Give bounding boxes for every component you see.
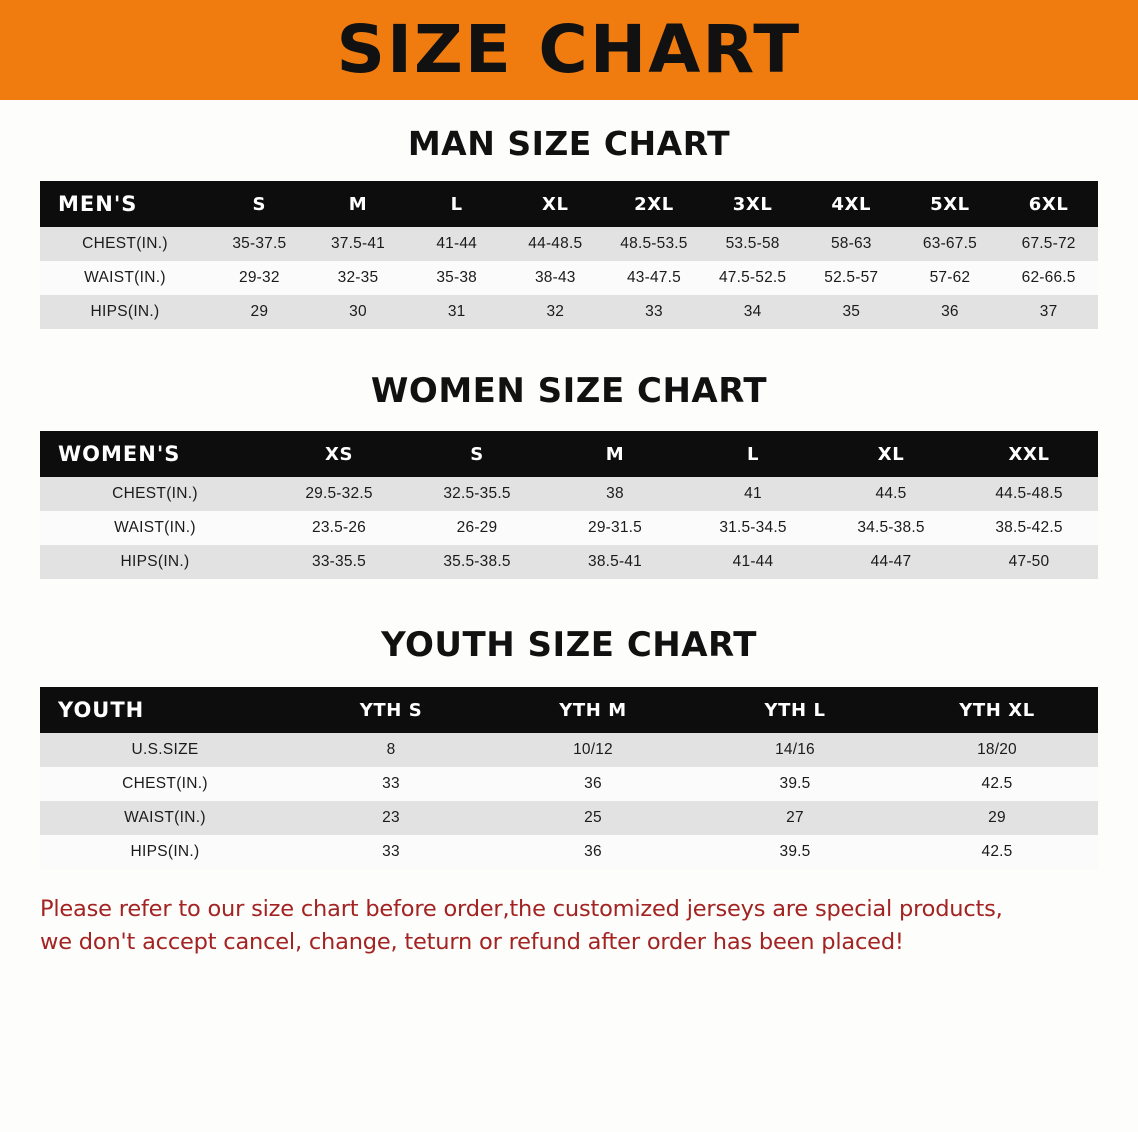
women-col-header: XS <box>324 443 354 465</box>
cell: 29 <box>988 809 1006 826</box>
women-corner-label: WOMEN'S <box>58 442 181 466</box>
cell: 29-31.5 <box>588 519 642 536</box>
cell: 32 <box>546 303 565 320</box>
cell: 41-44 <box>732 553 774 570</box>
man-section-heading: MAN SIZE CHART <box>407 124 731 163</box>
cell: 34 <box>743 303 762 320</box>
cell: 33 <box>645 303 663 320</box>
cell: 23 <box>382 809 400 826</box>
cell: 58-63 <box>830 235 872 252</box>
row-label: HIPS(IN.) <box>130 843 200 860</box>
cell: 29.5-32.5 <box>305 485 373 502</box>
cell: 39.5 <box>779 843 811 860</box>
cell: 10/12 <box>573 741 613 758</box>
row-label: CHEST(IN.) <box>112 485 198 502</box>
row-label: U.S.SIZE <box>131 741 199 758</box>
cell: 33 <box>382 843 400 860</box>
table-row <box>40 545 1098 579</box>
cell: 14/16 <box>775 741 815 758</box>
youth-col-header: YTH S <box>359 699 423 721</box>
cell: 44-48.5 <box>528 235 583 252</box>
cell: 41 <box>744 485 762 502</box>
women-col-header: M <box>605 443 625 465</box>
youth-col-header: YTH XL <box>959 699 1035 721</box>
cell: 39.5 <box>779 775 811 792</box>
cell: 35-38 <box>436 269 477 286</box>
cell: 35 <box>842 303 861 320</box>
disclaimer-note <box>40 893 1098 958</box>
cell: 67.5-72 <box>1021 235 1076 252</box>
youth-col-header: YTH L <box>764 699 826 721</box>
youth-corner-label: YOUTH <box>58 698 145 722</box>
disclaimer-line-1: Please refer to our size chart before order,the customized jerseys are special products, <box>40 896 1003 922</box>
table-row <box>40 835 1098 869</box>
cell: 32.5-35.5 <box>443 485 511 502</box>
cell: 31.5-34.5 <box>719 519 787 536</box>
cell: 57-62 <box>929 269 971 286</box>
table-header-row <box>40 181 1098 227</box>
women-size-table <box>40 431 1098 579</box>
man-table-wrap <box>40 181 1098 329</box>
row-label: WAIST(IN.) <box>124 809 206 826</box>
youth-section-heading: YOUTH SIZE CHART <box>381 625 757 665</box>
cell: 23.5-26 <box>312 519 366 536</box>
cell: 36 <box>584 843 602 860</box>
man-col-header: L <box>450 193 463 215</box>
table-row <box>40 733 1098 767</box>
cell: 42.5 <box>981 843 1013 860</box>
women-col-header: S <box>470 443 484 465</box>
women-table-wrap <box>40 431 1098 579</box>
cell: 36 <box>941 303 959 320</box>
cell: 8 <box>386 741 396 758</box>
man-col-header: 4XL <box>831 193 872 215</box>
women-col-header: XL <box>877 443 905 465</box>
cell: 33-35.5 <box>312 553 366 570</box>
cell: 18/20 <box>977 741 1017 758</box>
cell: 44-47 <box>870 553 912 570</box>
cell: 29-32 <box>239 269 280 286</box>
table-row <box>40 477 1098 511</box>
man-col-header: S <box>252 193 267 215</box>
cell: 47-50 <box>1008 553 1050 570</box>
cell: 37 <box>1039 303 1058 320</box>
cell: 52.5-57 <box>824 269 879 286</box>
cell: 38.5-41 <box>588 553 642 570</box>
page-banner <box>0 0 1138 100</box>
cell: 31 <box>447 303 466 320</box>
cell: 25 <box>584 809 602 826</box>
table-row <box>40 227 1098 261</box>
row-label: WAIST(IN.) <box>114 519 196 536</box>
cell: 32-35 <box>337 269 379 286</box>
cell: 62-66.5 <box>1021 269 1076 286</box>
cell: 41-44 <box>436 235 477 252</box>
table-row <box>40 261 1098 295</box>
youth-size-table <box>40 687 1098 869</box>
man-col-header: M <box>348 193 368 215</box>
page-title: SIZE CHART <box>336 11 802 88</box>
cell: 36 <box>584 775 602 792</box>
cell: 30 <box>349 303 367 320</box>
man-col-header: 3XL <box>732 193 773 215</box>
table-row <box>40 801 1098 835</box>
cell: 26-29 <box>456 519 498 536</box>
man-col-header: 5XL <box>930 193 970 215</box>
table-row <box>40 511 1098 545</box>
man-col-header: 6XL <box>1028 193 1069 215</box>
table-row <box>40 767 1098 801</box>
women-section-heading: WOMEN SIZE CHART <box>370 371 768 411</box>
cell: 48.5-53.5 <box>620 235 688 252</box>
cell: 47.5-52.5 <box>718 269 787 286</box>
man-col-header: 2XL <box>634 193 674 215</box>
cell: 38 <box>606 485 624 502</box>
cell: 53.5-58 <box>725 235 780 252</box>
cell: 29 <box>250 303 269 320</box>
cell: 38.5-42.5 <box>995 519 1063 536</box>
row-label: WAIST(IN.) <box>84 269 166 286</box>
cell: 37.5-41 <box>330 235 385 252</box>
cell: 38-43 <box>534 269 576 286</box>
cell: 63-67.5 <box>922 235 977 252</box>
cell: 34.5-38.5 <box>857 519 925 536</box>
man-corner-label: MEN'S <box>58 192 138 216</box>
row-label: CHEST(IN.) <box>82 235 168 252</box>
man-col-header: XL <box>542 193 569 215</box>
disclaimer-line-2: we don't accept cancel, change, teturn or refund after order has been placed! <box>40 928 904 955</box>
table-header-row <box>40 431 1098 477</box>
cell: 44.5 <box>875 485 907 502</box>
cell: 35.5-38.5 <box>443 553 511 570</box>
cell: 35-37.5 <box>232 235 287 252</box>
cell: 44.5-48.5 <box>995 485 1063 502</box>
cell: 42.5 <box>981 775 1013 792</box>
cell: 33 <box>382 775 400 792</box>
women-col-header: L <box>746 443 760 465</box>
women-col-header: XXL <box>1008 443 1050 465</box>
row-label: HIPS(IN.) <box>90 303 160 320</box>
man-size-table <box>40 181 1098 329</box>
row-label: HIPS(IN.) <box>120 553 190 570</box>
cell: 27 <box>786 809 804 826</box>
table-header-row <box>40 687 1098 733</box>
table-row <box>40 295 1098 329</box>
youth-table-wrap <box>40 687 1098 869</box>
cell: 43-47.5 <box>626 269 681 286</box>
youth-col-header: YTH M <box>559 699 627 721</box>
row-label: CHEST(IN.) <box>122 775 208 792</box>
